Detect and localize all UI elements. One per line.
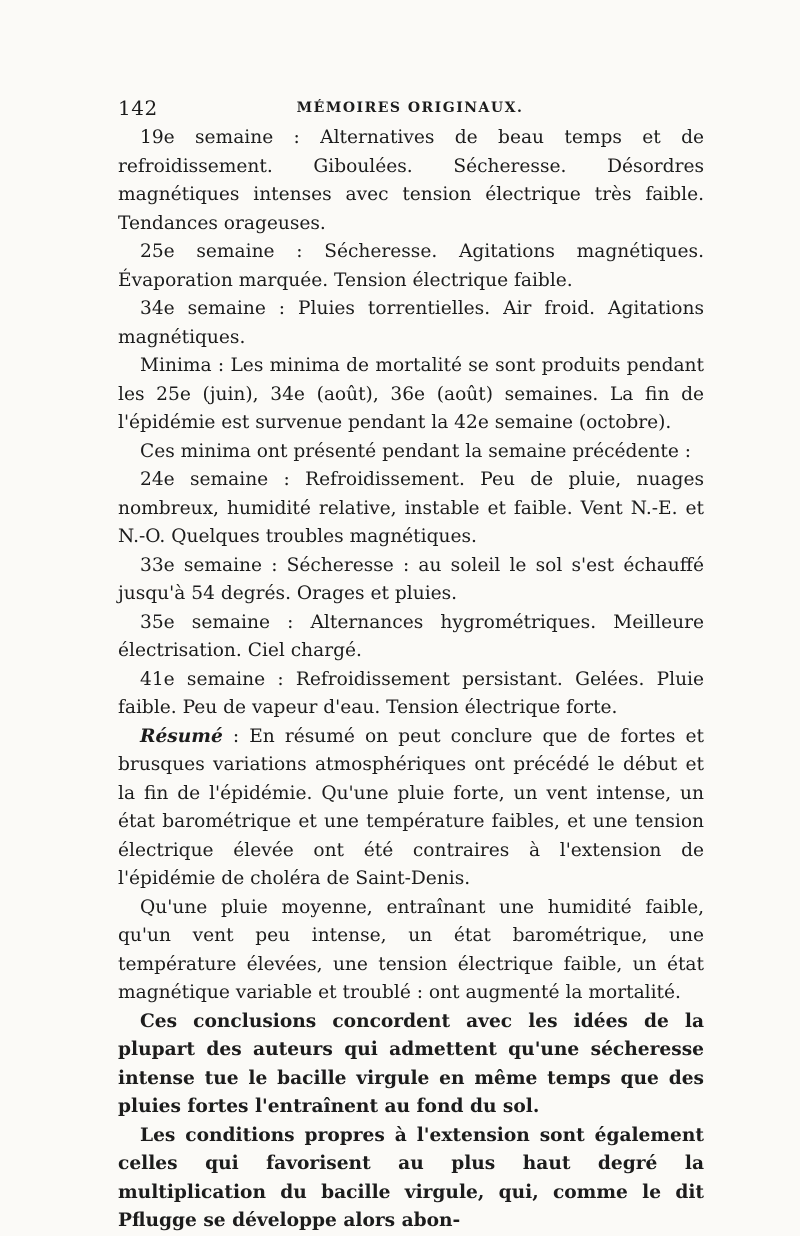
paragraph: 19e semaine : Alternatives de beau temps et de refroidissement. Giboulées. Sécheresse. Désordres magnétiques intenses avec tension électrique très faible. Tendances orageuses. bbox=[118, 127, 704, 234]
conclusion-paragraph: Les conditions propres à l'extension sont également celles qui favorisent au plus haut degré la multiplication du bacille virgule, qui, comme le dit Pflugge se développe alors abon- bbox=[118, 1124, 704, 1231]
paragraph: 25e semaine : Sécheresse. Agitations magnétiques. Évaporation marquée. Tension électrique faible. bbox=[118, 241, 704, 291]
body-text bbox=[118, 124, 704, 1236]
resume-text: : En résumé on peut conclure que de fortes et brusques variations atmosphériques ont précédé le début et la fin de l'épidémie. Qu'une pluie forte, un vent intense, un état barométrique et une température faibles, et une tension électrique élevée ont été contraires à l'extension de l'épidémie de choléra de Saint-Denis. bbox=[118, 725, 704, 889]
paragraph: 35e semaine : Alternances hygrométriques. Meilleure électrisation. Ciel chargé. bbox=[118, 611, 704, 661]
paragraph: Minima : Les minima de mortalité se sont produits pendant les 25e (juin), 34e (août), 36e (août) semaines. La fin de l'épidémie est survenue pendant la 42e semaine (octobre). bbox=[118, 355, 704, 433]
paragraph: 41e semaine : Refroidissement persistant. Gelées. Pluie faible. Peu de vapeur d'eau. Tension électrique forte. bbox=[118, 668, 704, 718]
resume-paragraph bbox=[118, 723, 704, 894]
paragraph: 33e semaine : Sécheresse : au soleil le sol s'est échauffé jusqu'à 54 degrés. Orages et pluies. bbox=[118, 554, 704, 604]
paragraph: Qu'une pluie moyenne, entraînant une humidité faible, qu'un vent peu intense, un état barométrique, une température élevées, une tension électrique faible, un état magnétique variable et troublé : ont augmenté la mortalité. bbox=[118, 896, 704, 1003]
running-title: MÉMOIRES ORIGINAUX. bbox=[296, 100, 524, 116]
paragraph: Ces minima ont présenté pendant la semaine précédente : bbox=[140, 440, 692, 462]
page-header bbox=[118, 96, 702, 122]
paragraph: 34e semaine : Pluies torrentielles. Air froid. Agitations magnétiques. bbox=[118, 298, 704, 348]
resume-label: Résumé bbox=[140, 725, 223, 747]
paragraph: 24e semaine : Refroidissement. Peu de pluie, nuages nombreux, humidité relative, instable et faible. Vent N.-E. et N.-O. Quelques troubles magnétiques. bbox=[118, 469, 704, 547]
conclusion-paragraph: Ces conclusions concordent avec les idées de la plupart des auteurs qui admettent qu'une sécheresse intense tue le bacille virgule en même temps que des pluies fortes l'entraînent au fond du sol. bbox=[118, 1010, 704, 1117]
page-number: 142 bbox=[118, 96, 158, 120]
